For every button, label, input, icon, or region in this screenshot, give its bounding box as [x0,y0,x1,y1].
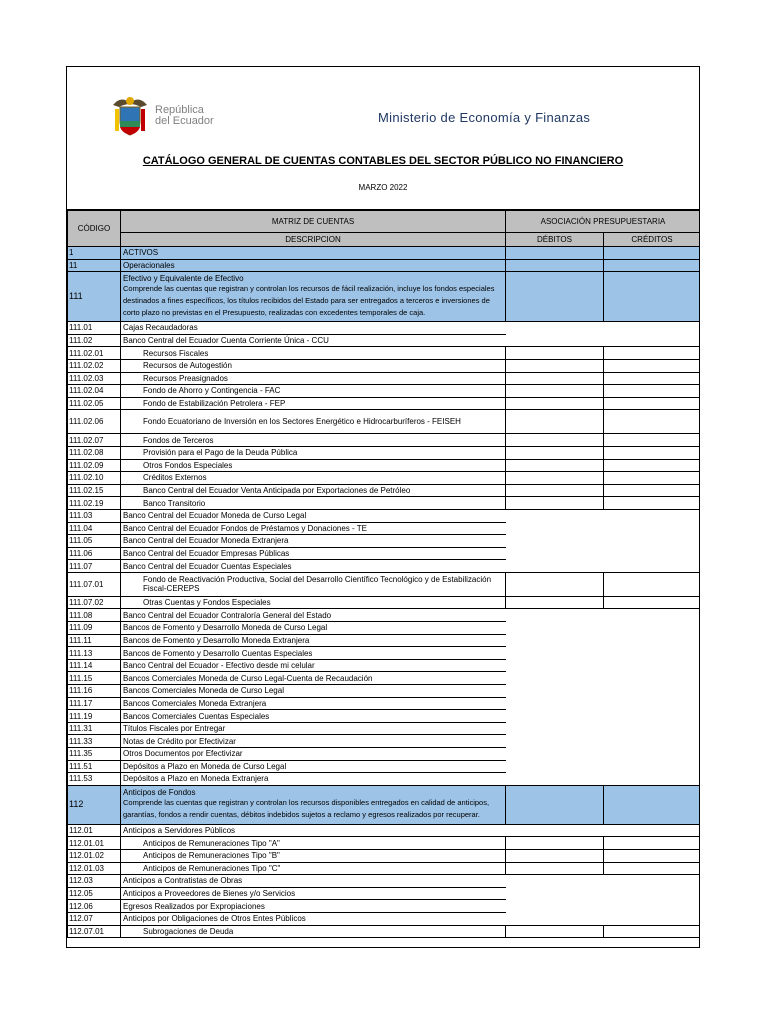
credit-cell [604,875,701,888]
account-description: Otros Fondos Especiales [121,459,506,472]
debit-cell [506,785,604,824]
debit-cell [506,347,604,360]
table-row [68,547,701,560]
account-code: 111.02.09 [68,459,121,472]
credit-cell [604,322,701,335]
table-row [68,785,701,824]
debit-cell [506,887,604,900]
table-row [68,773,701,786]
debit-cell [506,697,604,710]
account-description: Créditos Externos [121,472,506,485]
debit-cell [506,710,604,723]
credit-cell [604,622,701,635]
credit-cell [604,710,701,723]
account-group-note: Comprende las cuentas que registran y controlan los recursos de fácil realización, incluye los fondos especiales destinados a fines específicos, los títulos recibidos del Estado para ser entregados a terceros e inversiones de corto plazo no previstas en el Presupuesto, realizadas con excedentes temporales de caja. [123,284,495,318]
account-code: 111.03 [68,509,121,522]
account-code: 111.02.19 [68,497,121,510]
table-row [68,760,701,773]
credit-cell [604,509,701,522]
account-code: 112.01.02 [68,849,121,862]
credit-cell [604,773,701,786]
table-row [68,634,701,647]
credit-cell [604,497,701,510]
credit-cell [604,410,701,434]
credit-cell [604,647,701,660]
account-code: 111.33 [68,735,121,748]
credit-cell [604,259,701,272]
table-row [68,484,701,497]
debit-cell [506,647,604,660]
table-row [68,875,701,888]
account-code: 112.07 [68,912,121,925]
credit-cell [604,472,701,485]
debit-cell [506,900,604,913]
table-row [68,659,701,672]
debit-cell [506,862,604,875]
debit-cell [506,535,604,548]
account-description: Recursos Preasignados [121,372,506,385]
account-description: Subrogaciones de Deuda [121,925,506,938]
column-asociacion: ASOCIACIÓN PRESUPUESTARIA [506,211,701,233]
account-description: Bancos Comerciales Moneda Extranjera [121,697,506,710]
table-row [68,560,701,573]
column-creditos: CRÉDITOS [604,233,701,247]
account-code: 111.19 [68,710,121,723]
debit-cell [506,672,604,685]
table-row [68,685,701,698]
account-code: 111.04 [68,522,121,535]
debit-cell [506,659,604,672]
credit-cell [604,672,701,685]
account-code: 111.01 [68,322,121,335]
table-row [68,522,701,535]
table-row [68,434,701,447]
account-description: Depósitos a Plazo en Moneda Extranjera [121,773,506,786]
table-row [68,862,701,875]
accounts-table-body [68,247,701,938]
credit-cell [604,547,701,560]
credit-cell [604,685,701,698]
account-description: Bancos Comerciales Moneda de Curso Legal-Cuenta de Recaudación [121,672,506,685]
debit-cell [506,748,604,761]
debit-cell [506,272,604,322]
table-row [68,497,701,510]
account-description: Banco Central del Ecuador Moneda de Curso Legal [121,509,506,522]
table-row [68,272,701,322]
account-description: Fondo de Estabilización Petrolera - FEP [121,397,506,410]
account-description: Anticipos a Servidores Públicos [121,824,506,837]
account-description: Bancos de Fomento y Desarrollo Moneda de Curso Legal [121,622,506,635]
credit-cell [604,434,701,447]
debit-cell [506,609,604,622]
account-description: Recursos Fiscales [121,347,506,360]
catalog-sheet [66,66,700,948]
table-row [68,509,701,522]
account-code: 111.15 [68,672,121,685]
debit-cell [506,849,604,862]
table-row [68,722,701,735]
account-code: 112.01.03 [68,862,121,875]
account-description: Recursos de Autogestión [121,359,506,372]
account-description: Banco Central del Ecuador Cuentas Especiales [121,560,506,573]
credit-cell [604,347,701,360]
debit-cell [506,773,604,786]
credit-cell [604,748,701,761]
account-code: 111.02.01 [68,347,121,360]
account-description: Banco Central del Ecuador Cuenta Corriente Única - CCU [121,334,506,347]
account-code: 112 [68,785,121,824]
table-row [68,410,701,434]
debit-cell [506,359,604,372]
credit-cell [604,560,701,573]
account-code: 111.07.02 [68,596,121,609]
account-code: 111.09 [68,622,121,635]
credit-cell [604,862,701,875]
credit-cell [604,697,701,710]
account-code: 111.06 [68,547,121,560]
account-group-title: Anticipos de Fondos [123,788,196,798]
account-code: 112.03 [68,875,121,888]
republica-line2: del Ecuador [155,115,214,127]
credit-cell [604,887,701,900]
account-description: Anticipos por Obligaciones de Otros Entes Públicos [121,912,506,925]
debit-cell [506,572,604,596]
account-code: 111.02.15 [68,484,121,497]
account-description: Banco Central del Ecuador Contraloría General del Estado [121,609,506,622]
table-row [68,472,701,485]
debit-cell [506,410,604,434]
account-group-note: Comprende las cuentas que registran y controlan los recursos disponibles entregados en calidad de anticipos, garantías, fondos a rendir cuentas, débitos indebidos sujetos a reclamo y egresos realizados por recuperar. [123,798,490,820]
table-row [68,912,701,925]
credit-cell [604,900,701,913]
account-code: 112.06 [68,900,121,913]
table-row [68,647,701,660]
table-row [68,572,701,596]
credit-cell [604,484,701,497]
debit-cell [506,735,604,748]
account-code: 111.13 [68,647,121,660]
document-date: MARZO 2022 [358,183,408,192]
credit-cell [604,609,701,622]
account-code: 111.02 [68,334,121,347]
debit-cell [506,247,604,260]
credit-cell [604,372,701,385]
account-code: 111.02.07 [68,434,121,447]
account-description: Banco Central del Ecuador - Efectivo desde mi celular [121,659,506,672]
table-row [68,397,701,410]
column-matriz: MATRIZ DE CUENTAS [121,211,506,233]
account-description: Bancos Comerciales Moneda de Curso Legal [121,685,506,698]
credit-cell [604,446,701,459]
account-description: Banco Central del Ecuador Venta Anticipada por Exportaciones de Petróleo [121,484,506,497]
debit-cell [506,385,604,398]
debit-cell [506,259,604,272]
account-code: 111.07.01 [68,572,121,596]
debit-cell [506,824,604,837]
account-code: 111 [68,272,121,322]
credit-cell [604,522,701,535]
credit-cell [604,385,701,398]
debit-cell [506,446,604,459]
table-row [68,672,701,685]
debit-cell [506,622,604,635]
table-row [68,334,701,347]
credit-cell [604,912,701,925]
credit-cell [604,634,701,647]
account-description: Notas de Crédito por Efectivizar [121,735,506,748]
table-row [68,322,701,335]
credit-cell [604,735,701,748]
account-code: 111.02.02 [68,359,121,372]
debit-cell [506,685,604,698]
column-codigo: CÓDIGO [68,211,121,247]
account-description: Fondo de Ahorro y Contingencia - FAC [121,385,506,398]
credit-cell [604,334,701,347]
republica-wordmark [155,105,214,127]
account-description: Fondos de Terceros [121,434,506,447]
table-row [68,697,701,710]
debit-cell [506,912,604,925]
credit-cell [604,459,701,472]
debit-cell [506,472,604,485]
credit-cell [604,359,701,372]
document-title: CATÁLOGO GENERAL DE CUENTAS CONTABLES DEL SECTOR PÚBLICO NO FINANCIERO [142,155,624,167]
table-row [68,609,701,622]
account-description: Bancos de Fomento y Desarrollo Moneda Extranjera [121,634,506,647]
account-description: Anticipos de Remuneraciones Tipo "C" [121,862,506,875]
table-row [68,622,701,635]
table-row [68,849,701,862]
account-description: Banco Central del Ecuador Empresas Públicas [121,547,506,560]
table-row [68,837,701,850]
header-row-2 [68,233,701,247]
account-description: Anticipos de Remuneraciones Tipo "A" [121,837,506,850]
ministry-name: Ministerio de Economía y Finanzas [378,110,591,125]
debit-cell [506,722,604,735]
account-code: 111.08 [68,609,121,622]
debit-cell [506,334,604,347]
account-description: Banco Central del Ecuador Moneda Extranjera [121,535,506,548]
account-code: 111.02.03 [68,372,121,385]
table-row [68,710,701,723]
account-code: 1 [68,247,121,260]
account-description: Fondo de Reactivación Productiva, Social del Desarrollo Científico Tecnológico y de Estabilización Fiscal-CEREPS [121,572,506,596]
account-group-title: Efectivo y Equivalente de Efectivo [123,274,244,284]
account-code: 112.01 [68,824,121,837]
header-row-1 [68,211,701,233]
account-description: Anticipos de Remuneraciones Tipo "B" [121,849,506,862]
credit-cell [604,596,701,609]
debit-cell [506,596,604,609]
table-row [68,535,701,548]
account-description [121,785,506,824]
table-row [68,596,701,609]
account-code: 111.02.04 [68,385,121,398]
debit-cell [506,484,604,497]
document-header [67,67,699,210]
account-description: Operacionales [121,259,506,272]
column-debitos: DÉBITOS [506,233,604,247]
column-descripcion: DESCRIPCION [121,233,506,247]
account-code: 112.01.01 [68,837,121,850]
table-row [68,887,701,900]
account-code: 111.11 [68,634,121,647]
account-description: Bancos Comerciales Cuentas Especiales [121,710,506,723]
account-description: Banco Transitorio [121,497,506,510]
credit-cell [604,535,701,548]
debit-cell [506,547,604,560]
table-row [68,900,701,913]
credit-cell [604,785,701,824]
account-description: Fondo Ecuatoriano de Inversión en los Sectores Energético e Hidrocarburíferos - FEISEH [121,410,506,434]
credit-cell [604,272,701,322]
account-description: Anticipos a Proveedores de Bienes y/o Servicios [121,887,506,900]
account-description: Depósitos a Plazo en Moneda de Curso Legal [121,760,506,773]
account-code: 111.16 [68,685,121,698]
account-code: 111.35 [68,748,121,761]
coat-of-arms-icon [107,91,153,137]
credit-cell [604,659,701,672]
table-row [68,459,701,472]
debit-cell [506,875,604,888]
account-description [121,272,506,322]
table-row [68,824,701,837]
account-code: 11 [68,259,121,272]
account-code: 111.02.10 [68,472,121,485]
credit-cell [604,760,701,773]
account-description: Títulos Fiscales por Entregar [121,722,506,735]
account-description: Cajas Recaudadoras [121,322,506,335]
debit-cell [506,925,604,938]
debit-cell [506,522,604,535]
account-description: Egresos Realizados por Expropiaciones [121,900,506,913]
account-code: 112.07.01 [68,925,121,938]
account-description: Otros Documentos por Efectivizar [121,748,506,761]
credit-cell [604,925,701,938]
account-description: Provisión para el Pago de la Deuda Pública [121,446,506,459]
table-row [68,385,701,398]
debit-cell [506,760,604,773]
table-row [68,446,701,459]
account-code: 111.17 [68,697,121,710]
account-code: 111.05 [68,535,121,548]
account-code: 111.14 [68,659,121,672]
account-description: Bancos de Fomento y Desarrollo Cuentas Especiales [121,647,506,660]
table-row [68,748,701,761]
account-code: 111.07 [68,560,121,573]
table-row [68,925,701,938]
republica-line1: República [155,104,204,116]
account-description: Anticipos a Contratistas de Obras [121,875,506,888]
table-row [68,359,701,372]
credit-cell [604,572,701,596]
debit-cell [506,509,604,522]
debit-cell [506,459,604,472]
account-description: ACTIVOS [121,247,506,260]
account-code: 111.02.06 [68,410,121,434]
table-row [68,247,701,260]
credit-cell [604,397,701,410]
credit-cell [604,824,701,837]
credit-cell [604,849,701,862]
credit-cell [604,722,701,735]
debit-cell [506,434,604,447]
debit-cell [506,322,604,335]
debit-cell [506,837,604,850]
credit-cell [604,837,701,850]
credit-cell [604,247,701,260]
table-row [68,259,701,272]
account-code: 111.51 [68,760,121,773]
accounts-table [67,210,700,938]
account-code: 111.02.05 [68,397,121,410]
table-row [68,735,701,748]
account-code: 111.53 [68,773,121,786]
table-row [68,347,701,360]
debit-cell [506,497,604,510]
table-row [68,372,701,385]
account-description: Banco Central del Ecuador Fondos de Préstamos y Donaciones - TE [121,522,506,535]
debit-cell [506,634,604,647]
debit-cell [506,560,604,573]
account-code: 111.31 [68,722,121,735]
debit-cell [506,372,604,385]
account-description: Otras Cuentas y Fondos Especiales [121,596,506,609]
account-code: 112.05 [68,887,121,900]
debit-cell [506,397,604,410]
account-code: 111.02.08 [68,446,121,459]
